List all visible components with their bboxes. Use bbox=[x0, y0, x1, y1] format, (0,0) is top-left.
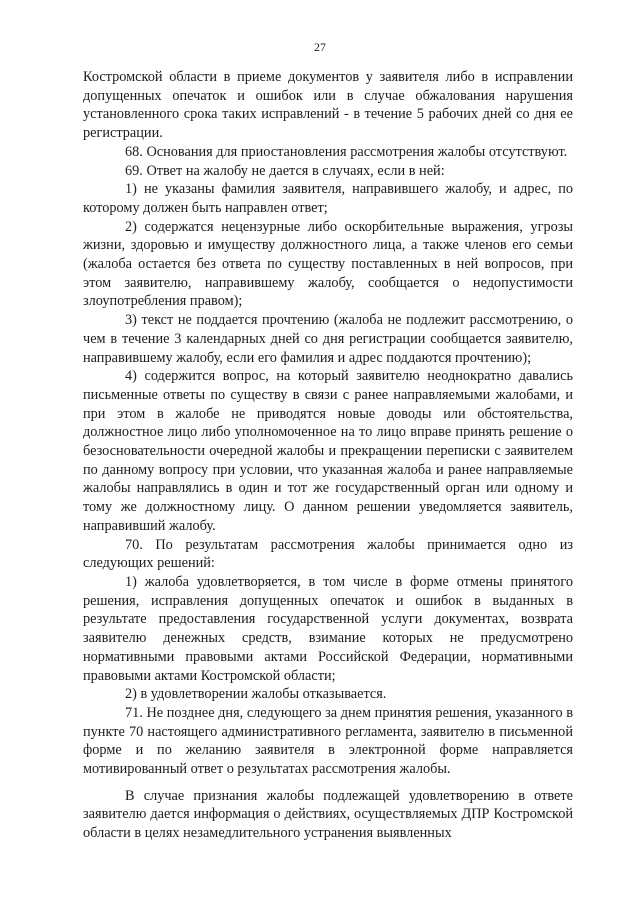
page-number: 27 bbox=[314, 40, 326, 54]
paragraph-69: 69. Ответ на жалобу не дается в случаях, если в ней: bbox=[125, 162, 445, 179]
paragraph-69-item-3: 3) текст не поддается прочтению (жалоба не подлежит рассмотрению, о чем в течение 3 календарных дней со дня регистрации сообщается заявителю, направившему жалобу, если его фамилия и адрес поддаются прочтению); bbox=[83, 312, 573, 366]
paragraph-71: 71. Не позднее дня, следующего за днем принятия решения, указанного в пункте 70 настоящего административного регламента, заявителю в письменной форме и по желанию заявителя в электронной форме направляется мотивированный ответ о результатах рассмотрения жалобы. bbox=[83, 704, 573, 778]
paragraph-continuation: Костромской области в приеме документов у заявителя либо в исправлении допущенных опечаток и ошибок или в случае обжалования нарушения установленного срока таких исправлений - в течение 5 рабочих дней со дня ее регистрации. bbox=[83, 69, 573, 142]
paragraph-69-item-4: 4) содержится вопрос, на который заявителю неоднократно давались письменные ответы по существу в связи с ранее направляемыми жалобами, и при этом в жалобе не приводятся новые доводы или обстоятельства, должностное лицо либо уполномоченное на то лицо вправе принять решение о безосновательности очередной жалобы и прекращении переписки с заявителем по данному вопросу при условии, что указанная жалоба и ранее направляемые жалобы направлялись в один и тот же государственный орган или одному и тому же должностному лицу. О данном решении уведомляется заявитель, направивший жалобу. bbox=[83, 368, 573, 534]
paragraph-71-note: В случае признания жалобы подлежащей удовлетворению в ответе заявителю дается информация о действиях, осуществляемых ДПР Костромской области в целях незамедлительного устранения выявленных bbox=[83, 787, 573, 842]
paragraph-68: 68. Основания для приостановления рассмотрения жалобы отсутствуют. bbox=[125, 143, 568, 160]
paragraph-70: 70. По результатам рассмотрения жалобы принимается одно из следующих решений: bbox=[83, 536, 573, 572]
paragraph-70-item-1: 1) жалоба удовлетворяется, в том числе в форме отмены принятого решения, исправления допущенных опечаток и ошибок в выданных в результате предоставления государственной услуги документах, возврата заявителю денежных средств, взимание которых не предусмотрено нормативными правовыми актами Российской Федерации, нормативными правовыми актами Костромской области; bbox=[83, 573, 573, 684]
paragraph-69-item-1: 1) не указаны фамилия заявителя, направившего жалобу, и адрес, по которому должен быть направлен ответ; bbox=[83, 181, 573, 216]
paragraph-69-item-2: 2) содержатся нецензурные либо оскорбительные выражения, угрозы жизни, здоровью и имуществу должностного лица, а также членов его семьи (жалоба остается без ответа по существу поставленных в ней вопросов, при этом заявителю, направившему жалобу, сообщается о недопустимости злоупотребления правом); bbox=[83, 218, 573, 310]
document-body bbox=[83, 68, 573, 843]
paragraph-70-item-2: 2) в удовлетворении жалобы отказывается. bbox=[125, 686, 387, 703]
